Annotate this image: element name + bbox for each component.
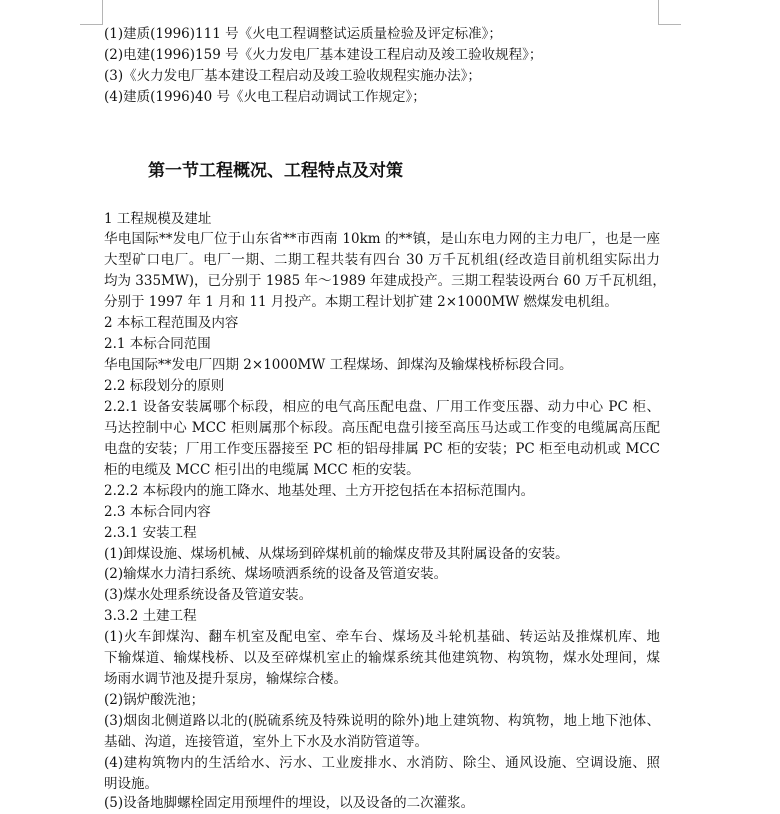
paragraph-line: 均为 335MW)，已分别于 1985 年～1989 年建成投产。三期工程装设两台 60 万千瓦机组，	[104, 273, 666, 289]
paragraph-line: 柜的电缆及 MCC 柜引出的电缆属 MCC 柜的安装。	[104, 462, 420, 478]
subheading: 2.1 本标合同范围	[104, 336, 211, 352]
paragraph-line: 基础、沟道，连接管道，室外上下水及水消防管道等。	[104, 734, 428, 750]
reference-item: (4)建质(1996)40 号《火电工程启动调试工作规定》；	[104, 89, 426, 105]
subheading: 2.3.1 安装工程	[104, 525, 197, 541]
reference-item: (1)建质(1996)111 号《火电工程调整试运质量检验及评定标准》；	[104, 26, 502, 42]
paragraph-line: 华电国际**发电厂四期 2×1000MW 工程煤场、卸煤沟及输煤栈桥标段合同。	[104, 357, 573, 373]
paragraph-line: (1)火车卸煤沟、翻车机室及配电室、牵车台、煤场及斗轮机基础、转运站及推煤机库、地	[104, 629, 660, 645]
paragraph-line: 下输煤道、输煤栈桥、以及至碎煤机室止的输煤系统其他建筑物、构筑物，煤水处理间，煤	[104, 650, 660, 666]
subheading: 2.3 本标合同内容	[104, 504, 211, 520]
paragraph-line: (4)建构筑物内的生活给水、污水、工业废排水、水消防、除尘、通风设施、空调设施、照	[104, 755, 660, 771]
paragraph-line: 华电国际**发电厂位于山东省**市西南 10km 的**镇，是山东电力网的主力电厂，也是一座	[104, 231, 660, 247]
paragraph-line: (3)煤水处理系统设备及管道安装。	[104, 587, 313, 603]
paragraph-line: 电盘的安装；厂用工作变压器接至 PC 柜的铝母排属 PC 柜的安装；PC 柜至电动机或 MCC	[104, 441, 660, 457]
subheading: 2 本标工程范围及内容	[104, 315, 239, 331]
subheading: 1 工程规模及建址	[104, 211, 212, 227]
paragraph-line: 马达控制中心 MCC 柜则属那个标段。高压配电盘引接至高压马达或工作变的电缆属高压配	[104, 420, 660, 436]
paragraph-line: (1)卸煤设施、煤场机械、从煤场到碎煤机前的输煤皮带及其附属设备的安装。	[104, 546, 569, 562]
paragraph-line: 明设施。	[104, 776, 158, 792]
page-corner-mark-left	[80, 0, 103, 25]
page-corner-mark-right	[658, 0, 681, 25]
reference-item: (2)电建(1996)159 号《火力发电厂基本建设工程启动及竣工验收规程》；	[104, 47, 543, 63]
reference-item: (3)《火力发电厂基本建设工程启动及竣工验收规程实施办法》；	[104, 68, 481, 84]
paragraph-line: 分别于 1997 年 1 月和 11 月投产。本期工程计划扩建 2×1000MW 燃煤发电机组。	[104, 294, 618, 310]
paragraph-line: (2)锅炉酸洗池；	[104, 692, 205, 708]
paragraph-line: 场雨水调节池及提升泵房，输煤综合楼。	[104, 671, 347, 687]
subheading: 3.3.2 土建工程	[104, 608, 197, 624]
paragraph-line: 大型矿口电厂。电厂一期、二期工程共装有四台 30 万千瓦机组(经改造目前机组实际出力	[104, 252, 660, 268]
paragraph-line: 2.2.1 设备安装属哪个标段，相应的电气高压配电盘、厂用工作变压器、动力中心 PC 柜、	[104, 399, 660, 415]
paragraph-line: (5)设备地脚螺栓固定用预埋件的埋设，以及设备的二次灌浆。	[104, 795, 475, 811]
paragraph-line: (3)烟囱北侧道路以北的(脱硫系统及特殊说明的除外)地上建筑物、构筑物，地上地下池体、	[104, 713, 660, 729]
paragraph-line: 2.2.2 本标段内的施工降水、地基处理、土方开挖包括在本招标范围内。	[104, 483, 535, 499]
section-heading: 第一节工程概况、工程特点及对策	[148, 161, 403, 181]
subheading: 2.2 标段划分的原则	[104, 378, 225, 394]
paragraph-line: (2)输煤水力清扫系统、煤场喷洒系统的设备及管道安装。	[104, 566, 448, 582]
